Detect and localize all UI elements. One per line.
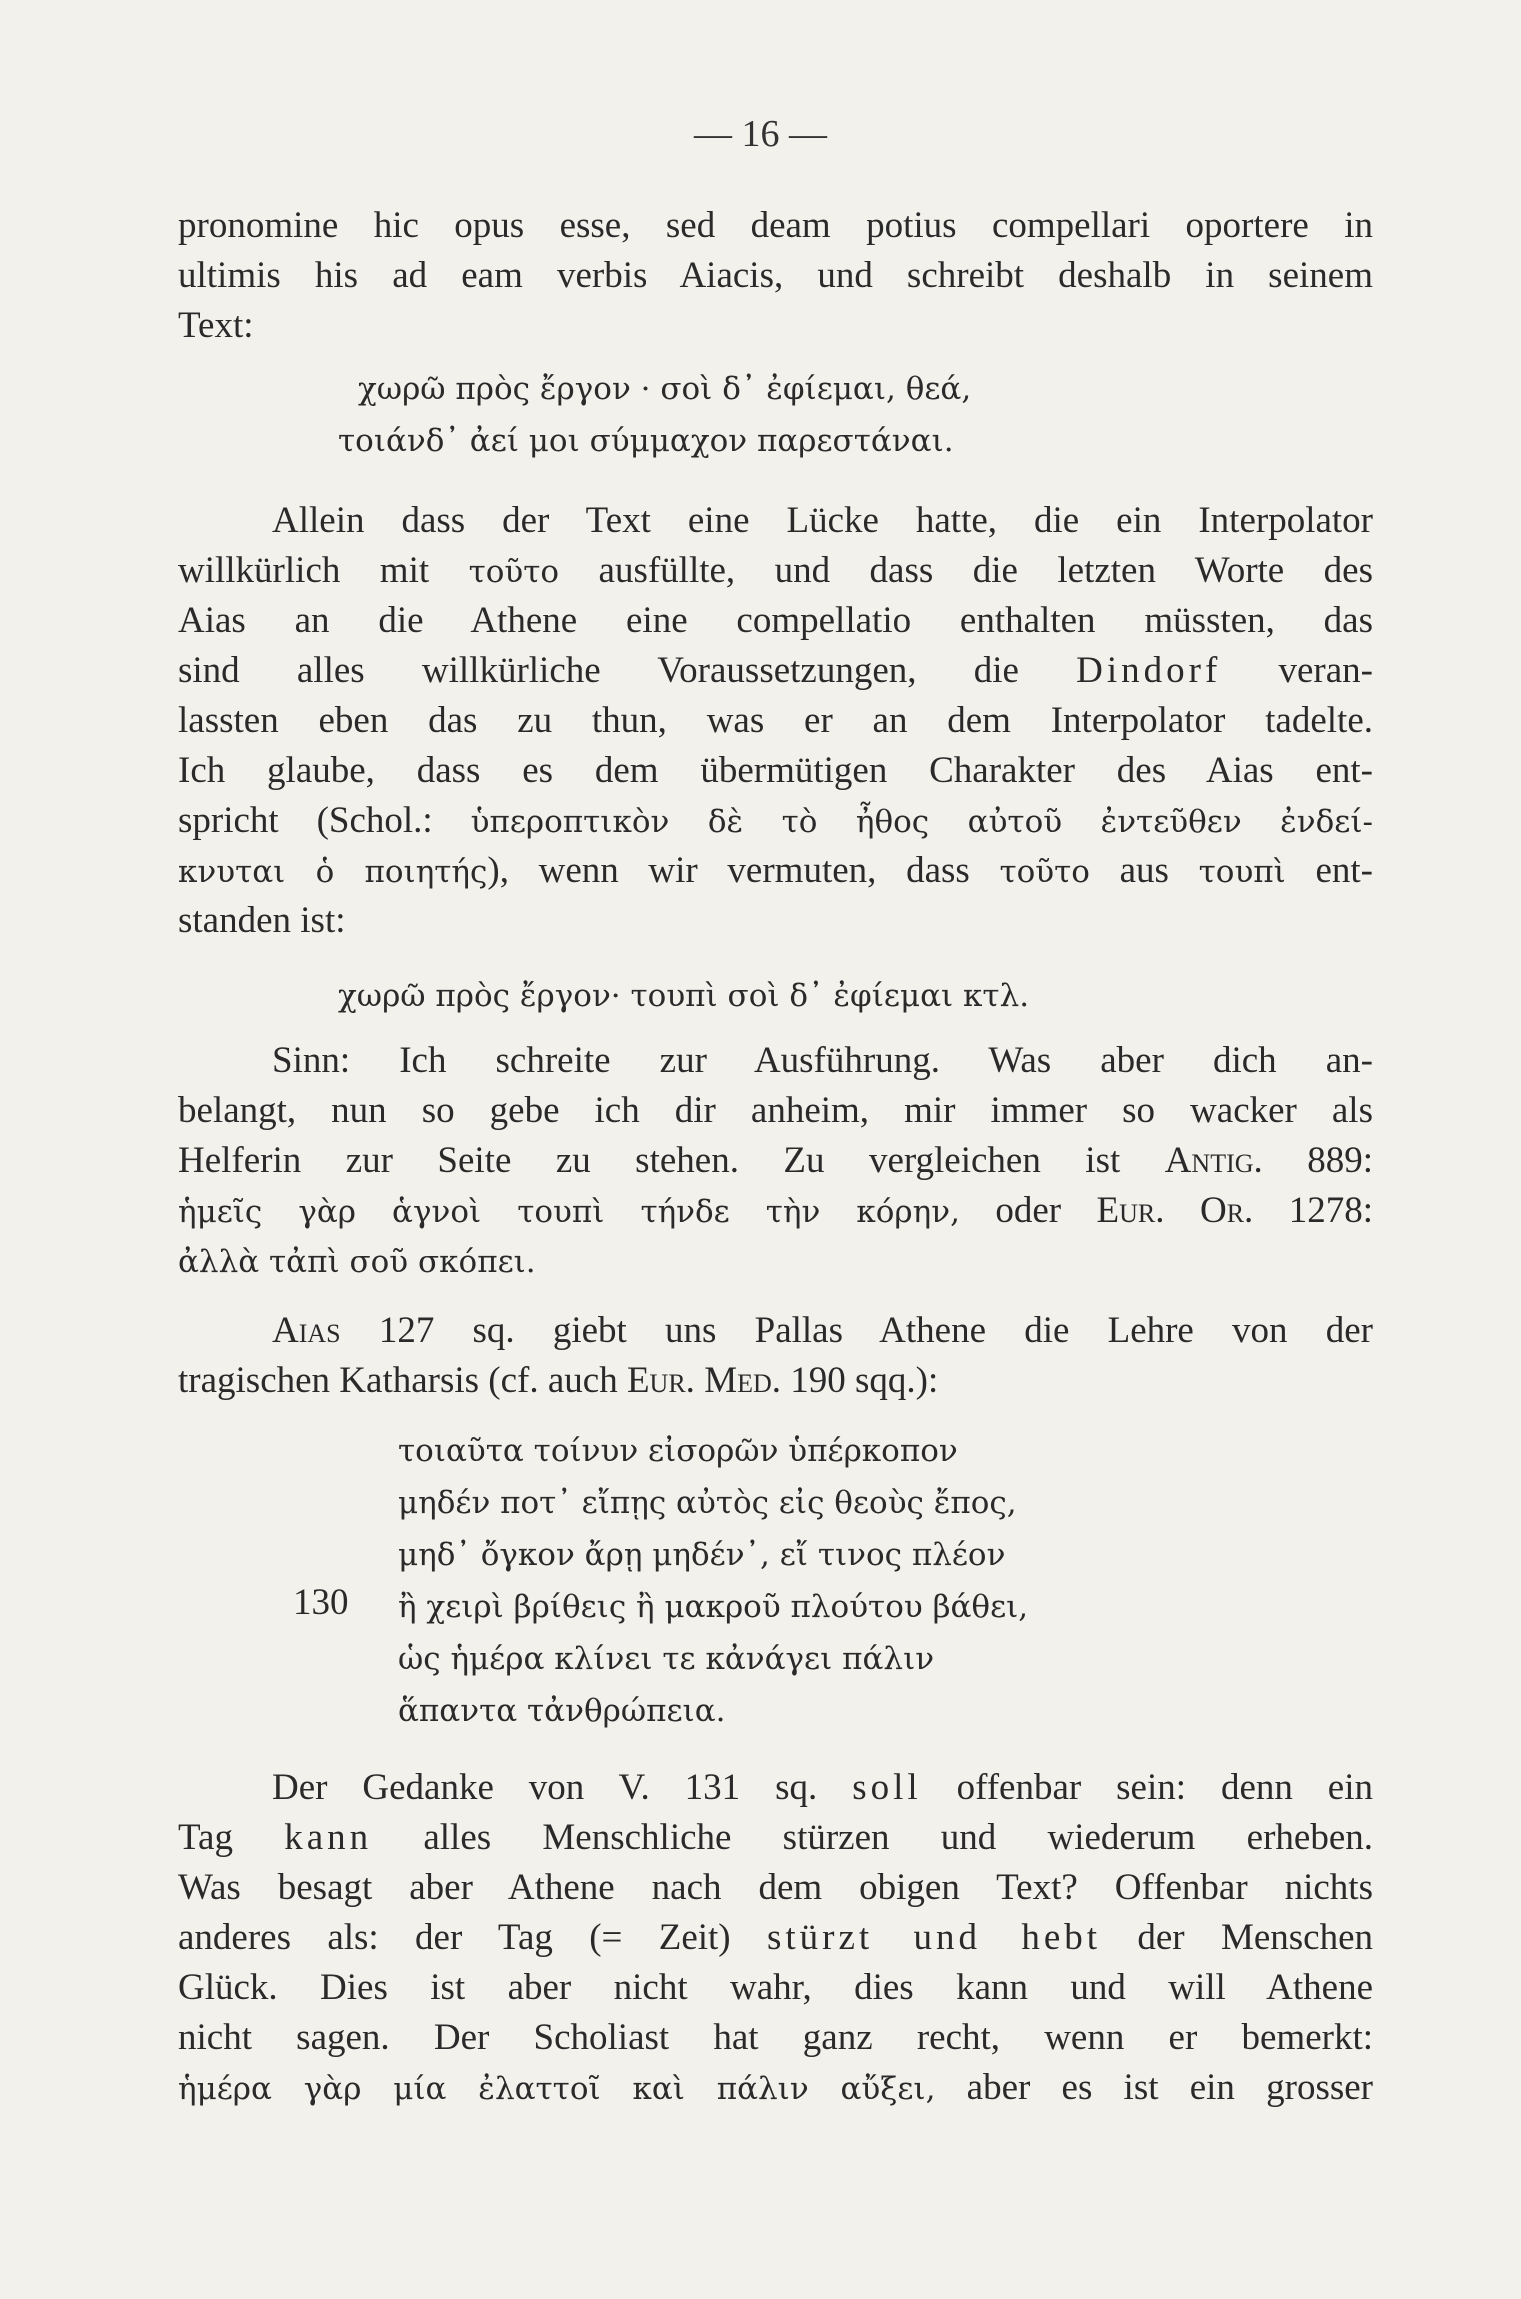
text-line: sind alles willkürliche Voraussetzungen, die Dindorf veran- xyxy=(178,650,1373,691)
greek-quote-line: χωρῶ πρὸς ἔργον· τουπὶ σοὶ δ᾽ ἐφίεμαι κτλ. xyxy=(338,978,1030,1014)
text-line: spricht (Schol.: ὑπεροπτικὸν δὲ τὸ ἦθος αὐτοῦ ἐντεῦθεν ἐνδεί- xyxy=(178,800,1373,841)
text-line: Aias an die Athene eine compellatio enthalten müssten, das xyxy=(178,600,1373,641)
greek-quote-line: τοιάνδ᾽ ἀεί μοι σύμμαχον παρεστάναι. xyxy=(338,423,954,459)
verse-line-number: 130 xyxy=(293,1582,349,1623)
text-line: lassten eben das zu thun, was er an dem Interpolator tadelte. xyxy=(178,700,1373,741)
text-line: belangt, nun so gebe ich dir anheim, mir immer so wacker als xyxy=(178,1090,1373,1131)
text-line: Der Gedanke von V. 131 sq. soll offenbar sein: denn ein xyxy=(272,1767,1373,1808)
spaced-name: Dindorf xyxy=(1076,650,1222,691)
text-line: Tag kann alles Menschliche stürzen und wiederum erheben. xyxy=(178,1817,1373,1858)
text-line: nicht sagen. Der Scholiast hat ganz recht, wenn er bemerkt: xyxy=(178,2017,1373,2058)
text-line: Was besagt aber Athene nach dem obigen Text? Offenbar nichts xyxy=(178,1867,1373,1908)
text-line: tragischen Katharsis (cf. auch Eur. Med. 190 sqq.): xyxy=(178,1360,939,1401)
verse-line: μηδέν ποτ᾽ εἴπῃς αὐτὸς εἰς θεοὺς ἔπος, xyxy=(398,1485,1017,1521)
text-line: Glück. Dies ist aber nicht wahr, dies kann und will Athene xyxy=(178,1967,1373,2008)
text-line: ἡμεῖς γὰρ ἁγνοὶ τουπὶ τήνδε τὴν κόρην, oder Eur. Or. 1278: xyxy=(178,1190,1373,1231)
text-line: Aias 127 sq. giebt uns Pallas Athene die Lehre von der xyxy=(272,1310,1373,1351)
text-line: Ich glaube, dass es dem übermütigen Charakter des Aias ent- xyxy=(178,750,1373,791)
text-line: Text: xyxy=(178,305,254,346)
text-line: Helferin zur Seite zu stehen. Zu vergleichen ist Antig. 889: xyxy=(178,1140,1374,1181)
page-number: — 16 — xyxy=(694,113,827,155)
verse-line: ὡς ἡμέρα κλίνει τε κἀνάγει πάλιν xyxy=(398,1641,935,1677)
verse-line: ἢ χειρὶ βρίθεις ἢ μακροῦ πλούτου βάθει, xyxy=(398,1589,1029,1625)
text-line: ultimis his ad eam verbis Aiacis, und schreibt deshalb in seinem xyxy=(178,255,1373,296)
text-line: anderes als: der Tag (= Zeit) stürzt und hebt der Menschen xyxy=(178,1917,1374,1958)
text-line: ἀλλὰ τἀπὶ σοῦ σκόπει. xyxy=(178,1244,536,1280)
text-line: κνυται ὁ ποιητής), wenn wir vermuten, dass τοῦτο aus τουπὶ ent- xyxy=(178,850,1374,891)
verse-line: μηδ᾽ ὄγκον ἄρῃ μηδέν᾽, εἴ τινος πλέον xyxy=(398,1537,1006,1573)
greek-quote-line: χωρῶ πρὸς ἔργον · σοὶ δ᾽ ἐφίεμαι, θεά, xyxy=(358,371,972,407)
verse-line: τοιαῦτα τοίνυν εἰσορῶν ὑπέρκοπον xyxy=(398,1433,958,1469)
small-caps-ref: Antig. xyxy=(1164,1140,1263,1181)
text-line: standen ist: xyxy=(178,900,346,941)
text-line: ἡμέρα γὰρ μία ἐλαττοῖ καὶ πάλιν αὔξει, aber es ist ein grosser xyxy=(178,2067,1373,2108)
verse-line: ἅπαντα τἀνθρώπεια. xyxy=(398,1693,726,1729)
text-line: Allein dass der Text eine Lücke hatte, die ein Interpolator xyxy=(272,500,1373,541)
text-line: willkürlich mit τοῦτο ausfüllte, und dass die letzten Worte des xyxy=(178,550,1373,591)
text-line: Sinn: Ich schreite zur Ausführung. Was aber dich an- xyxy=(272,1040,1373,1081)
text-line: pronomine hic opus esse, sed deam potius compellari oportere in xyxy=(178,205,1373,246)
